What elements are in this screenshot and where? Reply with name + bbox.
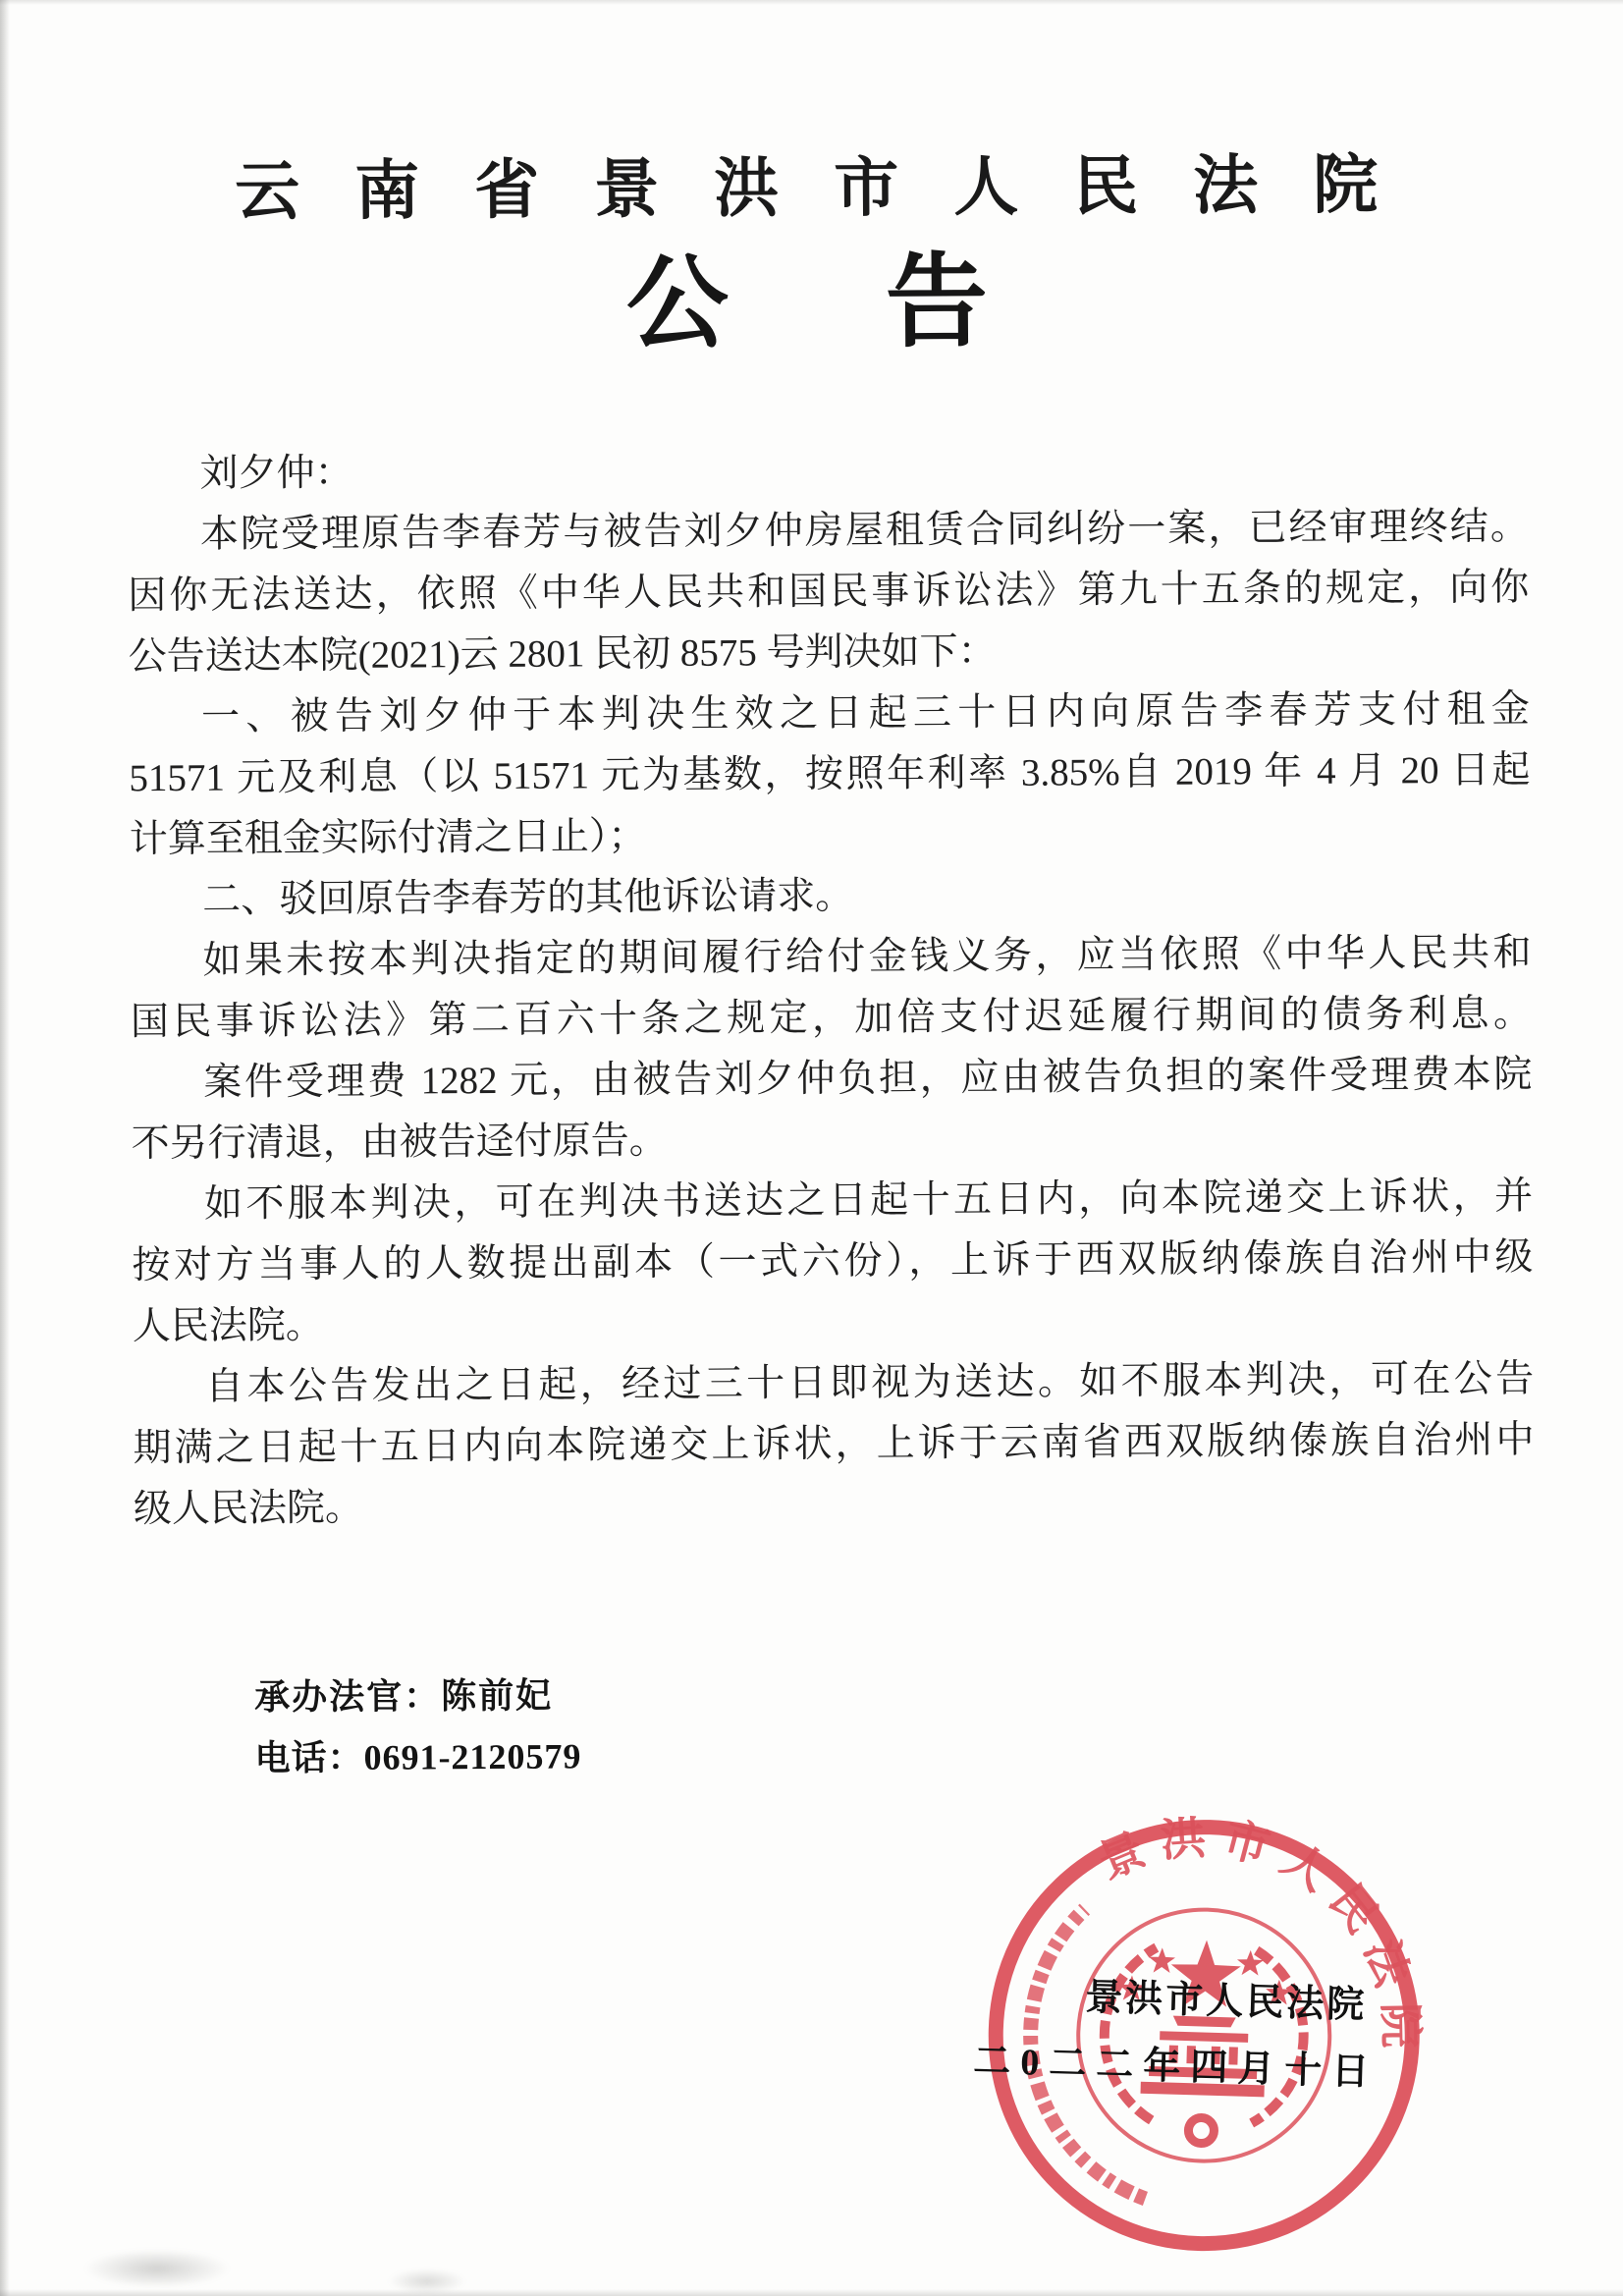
body-line: 级人民法院。 — [133, 1486, 364, 1531]
body-line: 按对方当事人的人数提出副本（一式六份），上诉于西双版纳傣族自治州中级 — [132, 1235, 1534, 1287]
scan-edge-artifact — [0, 0, 10, 2296]
body-line: 公告送达本院(2021)云 2801 民初 8575 号判决如下： — [128, 629, 997, 679]
body-line: 期满之日起十五日内向本院递交上诉状，上诉于云南省西双版纳傣族自治州中 — [133, 1418, 1535, 1470]
seal-ring-text: 景洪市人民法院 — [1091, 1812, 1427, 2062]
body-line: 不另行清退，由被告迳付原告。 — [131, 1119, 668, 1166]
body-line: 本院受理原告李春芳与被告刘夕仲房屋租赁合同纠纷一案，已经审理终结。 — [199, 505, 1529, 556]
body-line: 人民法院。 — [132, 1304, 324, 1348]
body-line: 自本公告发出之日起，经过三十日即视为送达。如不服本判决，可在公告 — [205, 1357, 1535, 1408]
body-line: 如不服本判决，可在判决书送达之日起十五日内，向本院递交上诉状，并 — [203, 1175, 1534, 1226]
seal-and-signature-block — [942, 1787, 1466, 2283]
contact-block — [254, 1665, 582, 1788]
body-line: 计算至租金实际付清之日止）； — [129, 815, 647, 861]
court-signature: 景洪市人民法院 — [1084, 1977, 1368, 2027]
presiding-judge-line: 承办法官：陈前妃 — [253, 1675, 554, 1718]
announcement-body — [127, 436, 1535, 1541]
body-line: 如果未按本判决指定的期间履行给付金钱义务，应当依照《中华人民共和 — [202, 931, 1532, 982]
body-line: 因你无法送达，依照《中华人民共和国民事诉讼法》第九十五条的规定，向你 — [128, 566, 1530, 618]
body-line: 案件受理费 1282 元，由被告刘夕仲负担，应由被告负担的案件受理费本院 — [203, 1053, 1533, 1104]
announcement-date: 二0二二年四月十日 — [972, 2040, 1380, 2094]
addressee-line: 刘夕仲： — [199, 451, 353, 495]
court-name-heading: 云南省景洪市人民法院 — [235, 149, 1434, 229]
scan-smudge-artifact — [83, 2249, 231, 2288]
body-line: 国民事诉讼法》第二百六十条之规定，加倍支付迟延履行期间的债务利息。 — [130, 992, 1533, 1044]
phone-line: 电话：0691-2120579 — [254, 1736, 582, 1778]
document-title: 公告 — [625, 245, 1146, 362]
scan-edge-artifact — [0, 2289, 1623, 2296]
scan-smudge-artifact — [388, 2269, 466, 2294]
body-line: 一、被告刘夕仲于本判决生效之日起三十日内向原告李春芳支付租金 — [200, 687, 1531, 738]
body-line: 51571 元及利息（以 51571 元为基数，按照年利率 3.85%自 2019 年 4 月 20 日起 — [129, 748, 1531, 800]
body-line: 二、驳回原告李春芳的其他诉讼请求。 — [202, 874, 854, 921]
scan-edge-artifact — [0, 0, 1623, 5]
